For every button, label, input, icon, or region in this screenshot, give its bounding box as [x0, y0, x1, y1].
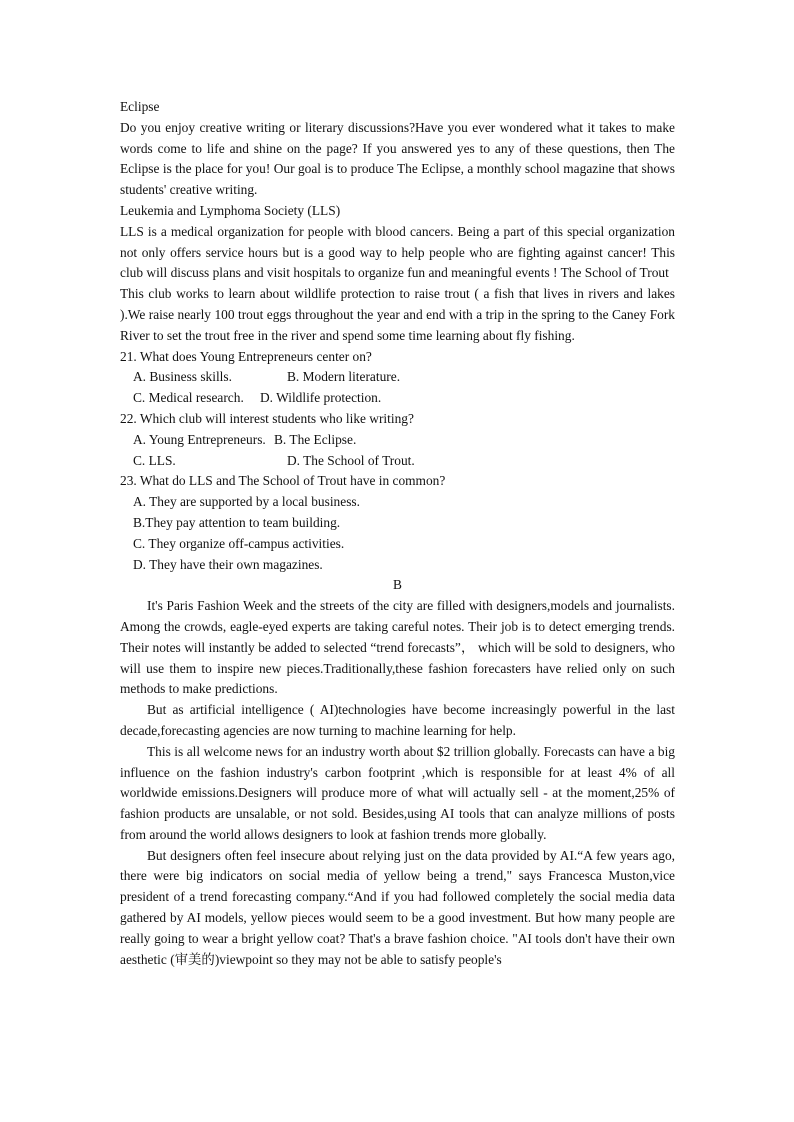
question-stem: 22. Which club will interest students who like writing?	[120, 410, 414, 426]
passage-paragraph: But designers often feel insecure about relying just on the data provided by AI.“A few years ago, there were big indicators on social media of yellow being a trend," says Francesca Muston,vice president of a trend forecasting company.“And if you had followed completely the social media data gathered by AI models, yellow pieces would seem to be a good investment. But how many people are really going to wear a bright yellow coat? That's a brave fashion choice. "AI tools don't have their own aesthetic (审美的)viewpoint so they may not be able to satisfy people's	[120, 847, 675, 967]
question-stem: 23. What do LLS and The School of Trout have in common?	[120, 473, 446, 489]
club-title-lls: Leukemia and Lymphoma Society (LLS)	[120, 202, 341, 218]
club-text-lls: LLS is a medical organization for people with blood cancers. Being a part of this special organization not only offers service hours but is a good way to help people who are fighting against cancer! This club will discuss plans and visit hospitals to organize fun and meaningful events ! The School of Trout	[120, 223, 675, 281]
club-text-trout: This club works to learn about wildlife protection to raise trout ( a fish that lives in rivers and lakes ).We raise nearly 100 trout eggs throughout the year and end with a trip in the spring to the Caney Fork River to set the trout free in the river and spend some time learning about fly fishing.	[120, 286, 675, 343]
option-d[interactable]: D. Wildlife protection.	[260, 390, 382, 406]
option-c[interactable]: C. Medical research.	[133, 390, 244, 406]
option-row	[120, 451, 675, 472]
option-c[interactable]: C. LLS.	[133, 452, 176, 468]
option-d[interactable]: D. The School of Trout.	[287, 452, 415, 468]
option-d[interactable]: D. They have their own magazines.	[133, 556, 323, 572]
club-title-eclipse: Eclipse	[120, 99, 160, 114]
passage-paragraph: It's Paris Fashion Week and the streets of the city are filled with designers,models and journalists. Among the crowds, eagle-eyed experts are taking careful notes. Their job is to detect emerging trends. Their notes will instantly be added to selected “trend forecasts”， which will be sold to designers, who will use them to inspire new pieces.Traditionally,these fashion forecasters have relied only on such methods to make predictions.	[120, 598, 675, 697]
club-text-eclipse: Do you enjoy creative writing or literary discussions?Have you ever wondered what it takes to make words come to life and shine on the page? If you answered yes to any of these questions, then The Eclipse is the place for you! Our goal is to produce The Eclipse, a monthly school magazine that shows students' creative writing.	[120, 119, 675, 198]
option-row	[120, 388, 675, 409]
option-a[interactable]: A. Business skills.	[133, 369, 232, 385]
question-stem: 21. What does Young Entrepreneurs center on?	[120, 348, 372, 364]
option-row	[120, 430, 675, 451]
section-heading: B	[393, 577, 402, 593]
option-b[interactable]: B. The Eclipse.	[274, 431, 357, 447]
option-b[interactable]: B.They pay attention to team building.	[133, 514, 341, 530]
passage-paragraph: This is all welcome news for an industry worth about $2 trillion globally. Forecasts can have a big influence on the fashion industry's carbon footprint ,which is responsible for at least 4% of all worldwide emissions.Designers will produce more of what will actually sell - at the moment,25% of fashion products are unsalable, or not sold. Besides,using AI tools that can analyze millions of posts from around the world allows designers to look at fashion trends more globally.	[120, 743, 675, 842]
option-row	[120, 367, 675, 388]
option-c[interactable]: C. They organize off-campus activities.	[133, 535, 345, 551]
option-a[interactable]: A. They are supported by a local business.	[133, 494, 360, 510]
passage-paragraph: But as artificial intelligence ( AI)technologies have become increasingly powerful in the last decade,forecasting agencies are now turning to machine learning for help.	[120, 702, 675, 738]
option-a[interactable]: A. Young Entrepreneurs.	[133, 431, 266, 447]
option-b[interactable]: B. Modern literature.	[287, 369, 401, 385]
document-body	[120, 97, 675, 970]
